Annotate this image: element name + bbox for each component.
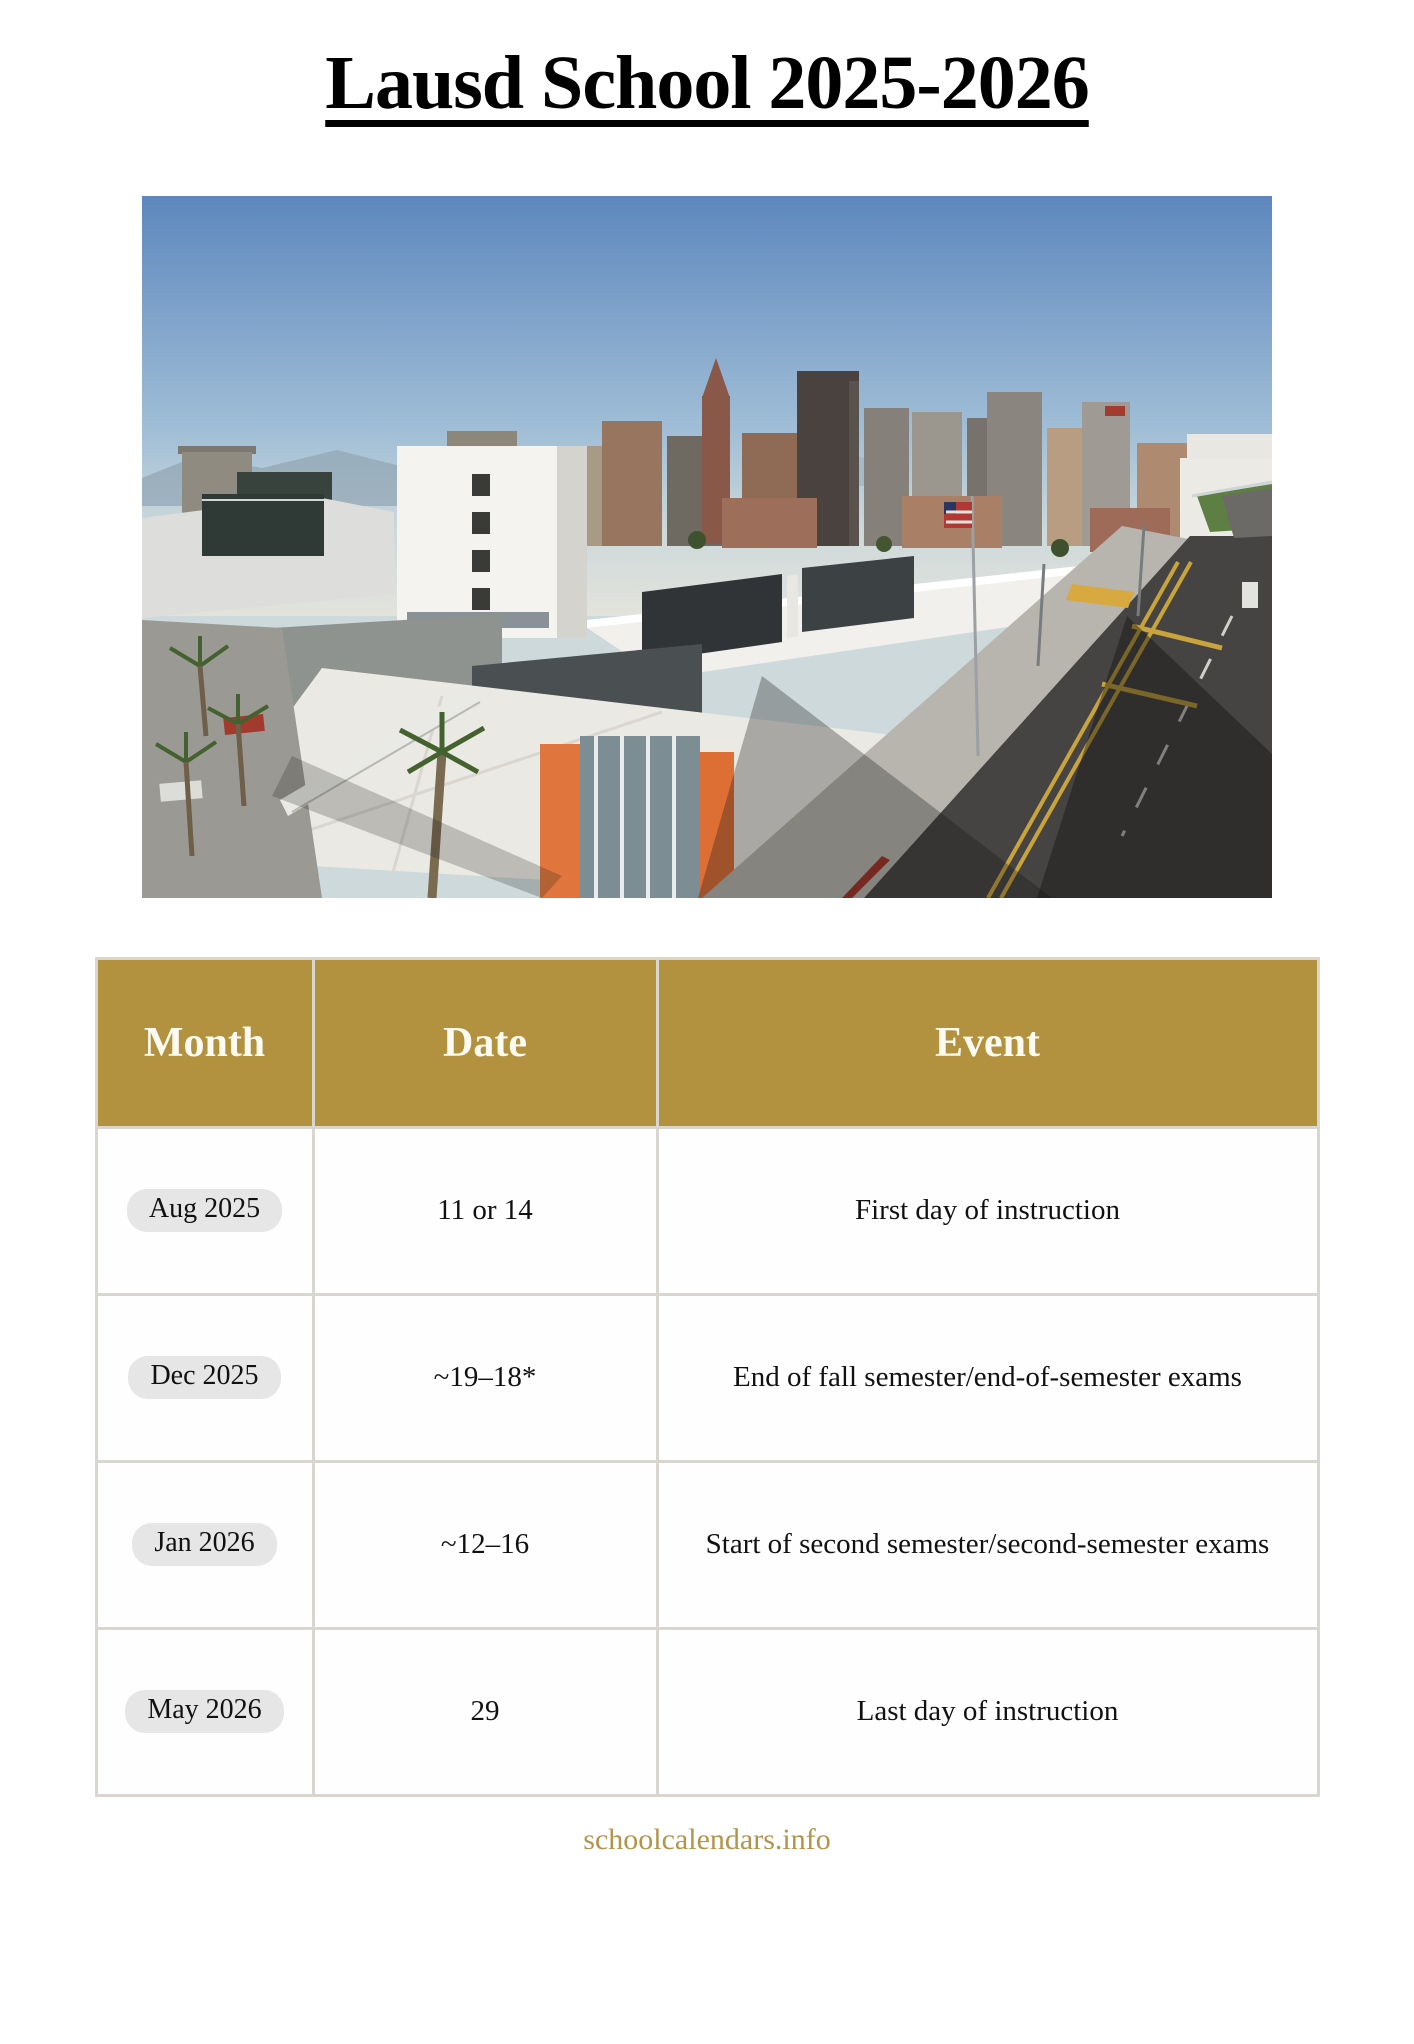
month-cell [96, 1127, 313, 1294]
table-header-row [96, 958, 1318, 1127]
footer-link[interactable]: schoolcalendars.info [583, 1822, 831, 1856]
month-cell [96, 1628, 313, 1795]
events-table [95, 957, 1320, 1797]
table-row [96, 1294, 1318, 1461]
table-row [96, 1461, 1318, 1628]
date-cell: 11 or 14 [313, 1127, 657, 1294]
header-date: Date [313, 958, 657, 1127]
event-cell: Last day of instruction [657, 1628, 1318, 1795]
school-campus-photo [142, 196, 1272, 898]
date-cell: ~19–18* [313, 1294, 657, 1461]
month-pill: May 2026 [125, 1690, 283, 1733]
month-pill: Aug 2025 [127, 1189, 282, 1232]
event-cell: Start of second semester/second-semester exams [657, 1461, 1318, 1628]
page-title: Lausd School 2025-2026 [325, 41, 1089, 125]
table-row [96, 1127, 1318, 1294]
event-cell: First day of instruction [657, 1127, 1318, 1294]
date-cell: 29 [313, 1628, 657, 1795]
table-row [96, 1628, 1318, 1795]
school-campus-photo-art [142, 196, 1272, 898]
month-pill: Dec 2025 [128, 1356, 280, 1399]
month-cell [96, 1294, 313, 1461]
month-cell [96, 1461, 313, 1628]
month-pill: Jan 2026 [132, 1523, 276, 1566]
event-cell: End of fall semester/end-of-semester exams [657, 1294, 1318, 1461]
date-cell: ~12–16 [313, 1461, 657, 1628]
header-event: Event [657, 958, 1318, 1127]
header-month: Month [96, 958, 313, 1127]
